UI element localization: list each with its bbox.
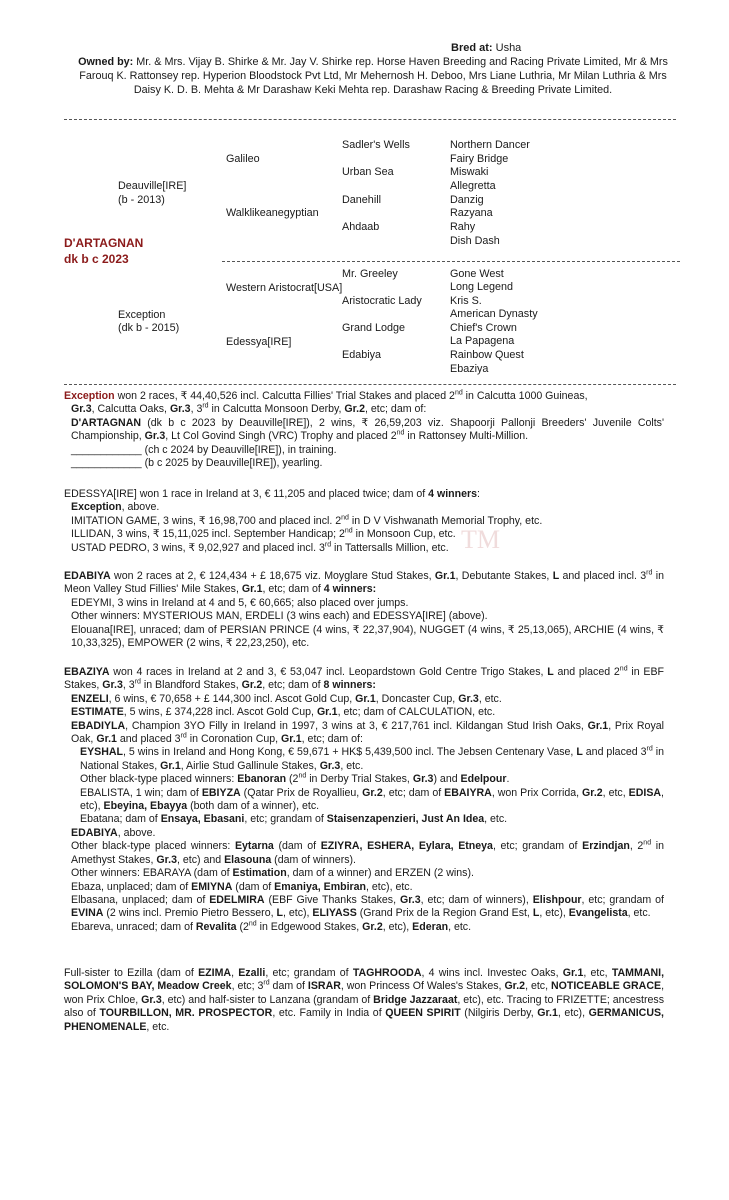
text: in Meon Valley Stud Fillies' Mile Stakes, [64,570,664,596]
sup: nd [619,665,628,673]
dam-dam: Edessya[IRE] [226,336,292,348]
text: EBALISTA, 1 win; dam of [80,786,202,799]
horse-ref: Ensaya, Ebasani [160,813,245,826]
owned-by [68,55,678,97]
text: , etc; 3 [231,980,264,993]
grade: Gr.1 [241,583,263,596]
text: , Airlie Stud Gallinule Stakes, [180,759,320,772]
sup: rd [202,402,209,410]
sup: nd [341,514,349,522]
text: USTAD PEDRO, 3 wins, ₹ 9,02,927 and placed incl. 3 [71,541,325,554]
gen4-10: Long Legend [450,281,514,293]
watermark-text: TM [461,525,500,554]
text: (2 [236,920,249,933]
horse-ref: EZIYRA, ESHERA, Eylara, Etneya [320,840,493,853]
grade: Gr.2 [241,679,263,692]
horse-ref: Ebeyina, Ebayya [103,800,188,813]
gen4-16: Ebaziya [450,363,489,375]
gen3-5: Mr. Greeley [342,268,398,280]
horse-ref: Revalita [195,920,237,933]
horse-ref: Evangelista [568,907,628,920]
para-eyshal [64,746,664,773]
text: EDESSYA[IRE] won 1 race in Ireland at 3, € 11,205 and placed twice; dam of [64,488,429,500]
para-edessya [64,488,664,501]
horse-ref: ELIYASS [312,907,357,920]
text: , etc. [448,920,472,933]
text: , etc; dam of CALCULATION, etc. [337,706,496,719]
text: (EBF Give Thanks Stakes, [264,893,400,906]
gen3-3: Danehill [342,194,382,206]
grade: Gr.1 [537,1007,558,1020]
text: , [231,967,239,979]
sup: rd [180,732,187,740]
grade: Gr.2 [504,980,526,993]
grade: Gr.1 [316,706,338,719]
text: (dam of winners). [271,853,356,866]
horse-ref: EYSHAL [80,746,123,759]
sup: nd [298,772,307,780]
horse-ref: Elasouna [224,853,272,866]
text: , won Princess Of Wales's Stakes, [340,980,505,993]
text: Ebatana; dam of [80,813,161,826]
bred-at [451,42,521,54]
horse-ref: Erzindjan [582,840,630,853]
text: and placed 2 [553,666,620,678]
text: : [372,679,376,692]
text: , etc) and [177,853,225,866]
text: won 2 races at 2, € 124,434 + £ 18,675 viz. Moyglare Stud Stakes, [110,570,435,582]
grade: Gr.1 [96,733,117,746]
gen4-9: Gone West [450,268,504,280]
text: , etc; dam of [262,583,324,596]
horse-ref: Edelpour [460,773,507,786]
sup: nd [396,429,405,437]
text: , won Prix Chloe, [64,980,665,1006]
text: in Amethyst Stakes, [71,840,664,866]
grade: Gr.3 [156,853,177,866]
dam-name: Exception [64,390,115,402]
text: in Coronation Cup, [186,733,282,746]
sup: rd [263,979,270,987]
bred-label: Bred at: [451,42,493,54]
text: (dam of [232,880,275,893]
text: , 4 wins incl. Investec Oaks, [421,967,563,979]
section-exception [64,390,664,470]
text: , etc; dam of [382,786,445,799]
para-dartagnan [64,417,664,444]
grade: Gr.1 [160,759,181,772]
gen3-7: Grand Lodge [342,322,406,334]
gen3-1: Sadler's Wells [342,139,410,151]
dam-sire: Western Aristocrat[USA] [226,282,343,294]
text: : [477,488,480,500]
text: , etc), [80,786,664,813]
horse-ref: Emaniya, Embiran [274,880,367,893]
text: and placed 3 [116,733,181,746]
text: , 5 wins, £ 374,228 incl. Ascot Gold Cup, [123,706,317,719]
grade: L [532,907,540,920]
grade: Gr.3 [141,993,162,1006]
text: , etc; dam of: [365,403,427,416]
horse-desc: dk b c 2023 [64,252,129,266]
text: , Champion 3YO Filly in Ireland in 1997, 3 wins at 3, € 217,761 incl. Kildangan Stud Irish Oaks, [125,719,588,732]
horse-ref: Elishpour [532,893,582,906]
para-ebareva [64,921,664,934]
horse-ref: D'ARTAGNAN [71,416,141,429]
text: (Grand Prix de la Region Grand Est, [356,907,533,920]
para-foal-2025: ____________ (b c 2025 by Deauville[IRE]), yearling. [71,457,323,470]
text: in EBF Stakes, [64,666,664,692]
horse-name: D'ARTAGNAN [64,236,144,250]
horse-ref: EDISA [628,786,662,799]
gen4-7: Rahy [450,221,476,233]
para-illidan [64,528,664,541]
text: and placed incl. 3 [559,570,647,582]
text: (Qatar Prix de Royallieu, [240,786,363,799]
text: , won Prix Corrida, [491,786,583,799]
grade: Gr.3 [71,403,92,416]
grade: Gr.1 [587,719,609,732]
horse-ref: Eytarna [234,840,274,853]
para-ustad [64,542,664,555]
text: , etc, [602,786,629,799]
dam: Exception [118,309,166,321]
text: , etc. [146,1020,170,1033]
text: (both dam of a winner), etc. [187,800,320,813]
text: (dam of [273,840,321,853]
grade: L [552,570,560,582]
owned-value: Mr. & Mrs. Vijay B. Shirke & Mr. Jay V. Shirke rep. Horse Haven Breeding and Racing Private Limited, Mr & Mrs Farouq K. Rattonsey rep. Hyperion Bloodstock Pvt Ltd, Mr Mehernosh H. Deboo, Mrs Liane Luthria, Mr Milan Luthria & Mrs Daisy K. D. B. Mehta & Mr Darashaw Keki Mehta rep. Darashaw Racing & Breeding Private Limited. [79,56,668,97]
horse-ref: EBAZIYA [64,666,110,678]
text: , etc), [282,907,313,920]
horse-ref: Ederan [412,920,449,933]
grade: Gr.2 [582,786,603,799]
para-edabiya [64,570,664,597]
owned-label: Owned by: [78,56,134,68]
sup: rd [646,569,653,577]
sire: Deauville[IRE] [118,180,187,192]
gen4-13: Chief's Crown [450,322,517,334]
grade: Gr.1 [434,570,456,582]
horse-ref: ISRAR [307,980,341,993]
divider [64,384,676,385]
dam-desc: (dk b - 2015) [118,322,180,334]
sup: nd [454,389,463,397]
text: , 3 [122,679,135,692]
text: , 3 [190,403,203,416]
para-ebaza [64,881,664,894]
horse-ref: EMIYNA [191,880,233,893]
para-other-winners-2 [64,867,664,880]
para-estimate [64,706,664,719]
text: , Lt Col Govind Singh (VRC) Trophy and placed 2 [165,430,397,443]
grade: Gr.3 [399,893,421,906]
text: , etc, [525,980,551,993]
horse-ref: ESTIMATE [71,706,124,719]
text: : [372,583,377,596]
para-foal-2024: ____________ (ch c 2024 by Deauville[IRE]), in training. [71,443,337,456]
para-other-blacktype-2 [64,840,664,867]
text: Other winners: EBARAYA (dam of [71,867,233,880]
text: , etc; grandam of [581,893,664,906]
para-ebaziya [64,666,664,693]
grade: Gr.1 [281,733,302,746]
text: , etc; grandam of [492,840,583,853]
sire-dam: Walklikeanegyptian [226,207,319,219]
sup: nd [248,920,257,928]
para-enzeli [64,693,664,706]
text: , etc. [484,813,508,826]
gen4-4: Allegretta [450,180,496,192]
text: , etc) and half-sister to Lanzana (grandam of [161,993,374,1006]
horse-ref: Ezalli [238,967,266,979]
text: , etc), [539,907,569,920]
horse-ref: EVINA [71,907,104,920]
grade: Gr.1 [562,967,584,979]
text: , etc, [583,967,612,979]
para-elouana: Elouana[IRE], unraced; dam of PERSIAN PRINCE (4 wins, ₹ 22,37,904), NUGGET (4 wins, ₹ 25,13,065), ARCHIE (4 wins, ₹ 10,33,325), EMPOWER (2 wins, ₹ 22,23,250), etc. [71,623,664,650]
text: , etc), [557,1007,589,1020]
text: , etc; dam of [262,679,324,692]
text: Elbasana, unplaced; dam of [71,893,210,906]
text: in Monsoon Cup, etc. [352,528,456,541]
text: , etc. [627,907,651,920]
gen4-12: American Dynasty [450,308,538,320]
divider [64,119,676,120]
para-family [64,967,664,1034]
grade: Gr.2 [344,403,366,416]
text: in National Stakes, [80,746,664,772]
horse-ref: Bridge Jazzaraat [373,993,458,1006]
gen4-5: Danzig [450,194,484,206]
para-other-winners: Other winners: MYSTERIOUS MAN, ERDELI (3 wins each) and EDESSYA[IRE] (above). [71,610,488,623]
text: ILLIDAN, 3 wins, ₹ 15,11,025 incl. September Handicap; 2 [71,528,345,541]
sup: nd [344,527,353,535]
gen4-2: Fairy Bridge [450,153,509,165]
text: Ebareva, unraced; dam of [71,920,196,933]
horse-ref: NOTICEABLE GRACE [550,980,662,993]
text: , Doncaster Cup, [375,692,459,705]
grade: L [547,666,554,678]
text: , above. [121,501,160,514]
sup: rd [646,745,653,753]
gen4-15: Rainbow Quest [450,349,524,361]
text: (2 [286,773,299,786]
section-edabiya [64,570,664,650]
horse-ref: QUEEN SPIRIT [385,1007,461,1020]
horse-ref: EBADIYLA [71,719,126,732]
para-edeymi: EDEYMI, 3 wins in Ireland at 4 and 5, € 60,665; also placed over jumps. [71,596,409,609]
sup: rd [134,678,141,686]
grade: Gr.2 [362,920,383,933]
grade: L [576,746,583,759]
text: won 2 races, ₹ 44,40,526 incl. Calcutta Fillies' Trial Stakes and placed 2 [114,390,455,402]
gen3-4: Ahdaab [342,221,380,233]
grade: L [276,907,283,920]
horse-ref: TOURBILLON, MR. PROSPECTOR [99,1007,273,1020]
text: (dk b c 2023 by Deauville[IRE]), 2 wins, ₹ 26,59,203 viz. Shapoorji Pallonji Breeders' Juvenile Colts' Championship, [71,416,664,443]
gen4-11: Kris S. [450,295,482,307]
winners: 4 winners [323,583,373,596]
grade: Gr.3 [319,759,341,772]
text: , 2 [629,840,644,853]
text: ) and [433,773,461,786]
sup: nd [643,839,652,847]
text: , etc. [340,759,364,772]
text: , Debutante Stakes, [455,570,553,582]
text: in Calcutta Monsoon Derby, [208,403,345,416]
para-ebatana [64,813,664,826]
gen3-2: Urban Sea [342,166,394,178]
grade: Gr.3 [102,679,123,692]
winners: 4 winners [428,488,477,500]
text: , etc. [478,692,502,705]
horse-ref: Exception [71,501,122,514]
horse-ref: Staisenzapenzieri, Just An Idea [326,813,485,826]
horse-ref: ENZELI [71,692,109,705]
gen4-14: La Papagena [450,335,515,347]
text: , etc; grandam of [244,813,327,826]
grade: Gr.2 [362,786,383,799]
text: Ebaza, unplaced; dam of [71,880,192,893]
text: IMITATION GAME, 3 wins, ₹ 16,98,700 and placed incl. 2 [71,514,342,527]
text: , above. [117,826,156,839]
para-edabiya-above [64,827,664,840]
horse-ref: EZIMA [198,967,232,979]
para-exception [64,390,664,417]
text: , etc; dam of: [301,733,363,746]
para-ebadiyla [64,720,664,747]
text: in Calcutta 1000 Guineas, [462,390,588,402]
pedigree-divider [222,261,680,262]
gen4-6: Razyana [450,207,493,219]
bred-value: Usha [495,42,522,54]
text: , 6 wins, € 70,658 + £ 144,300 incl. Ascot Gold Cup, [108,692,356,705]
text: (Nilgiris Derby, [460,1007,538,1020]
horse-ref: TAGHROODA [352,967,422,979]
horse-ref: Estimation [232,867,287,880]
text: in Edgewood Stakes, [256,920,363,933]
text: , etc), etc. [366,880,413,893]
horse-ref: EBIYZA [201,786,241,799]
text: (2 wins incl. Premio Pietro Bessero, [103,907,277,920]
text: won 4 races in Ireland at 2 and 3, € 53,047 incl. Leopardstown Gold Centre Trigo Stakes, [109,666,548,678]
para-exception-above [64,501,664,514]
gen3-8: Edabiya [342,349,382,361]
grade: Gr.3 [144,430,166,443]
text: , etc; grandam of [265,967,353,979]
text: , etc. Family in India of [272,1007,386,1020]
text: in D V Vishwanath Memorial Trophy, etc. [348,514,543,527]
text: , etc; dam of winners), [420,893,533,906]
para-other-blacktype: Other black-type placed winners: Ebanoran (2nd in Derby Trial Stakes, Gr.3) and Edelpour. [80,772,510,786]
para-imitation [64,515,664,528]
text: in Tattersalls Million, etc. [331,541,449,554]
text: , 5 wins in Ireland and Hong Kong, € 59,671 + HK$ 5,439,500 incl. The Jebsen Centenary Vase, [122,746,577,759]
grade: Gr.1 [355,692,376,705]
para-ebalista [64,787,664,814]
sup: rd [324,541,332,549]
text: in Blandford Stakes, [140,679,242,692]
gen4-8: Dish Dash [450,235,500,247]
text: in Derby Trial Stakes, [306,773,413,786]
horse-ref: GERMANICUS, PHENOMENALE [64,1007,664,1033]
text: , etc), etc. Tracing to FRIZETTE; ancestress also of [64,993,665,1020]
text: in Rattonsey Multi-Million. [404,430,529,443]
horse-ref: Ebanoran [237,773,287,786]
para-elbasana [64,894,664,921]
text: Other black-type placed winners: [71,840,235,853]
text: Full-sister to Ezilla (dam of [64,967,199,979]
text: , Calcutta Oaks, [91,403,170,416]
text: , dam of a winner) and ERZEN (2 wins). [286,867,474,880]
gen4-1: Northern Dancer [450,139,530,151]
section-family [64,967,664,1034]
grade: Gr.3 [458,692,479,705]
sire-desc: (b - 2013) [118,194,165,206]
sire-sire: Galileo [226,153,260,165]
horse-ref: EDELMIRA [209,893,265,906]
text: , Prix Royal Oak, [71,719,664,746]
text: , etc), [382,920,413,933]
gen3-6: Aristocratic Lady [342,295,422,307]
text: and placed 3 [582,746,647,759]
grade: Gr.3 [412,773,434,786]
section-ebaziya [64,666,664,934]
winners: 8 winners [323,679,373,692]
horse-ref: EDABIYA [71,826,118,839]
horse-ref: TAMMANI, SOLOMON'S BAY, Meadow Creek [64,967,665,993]
horse-ref: EBAIYRA [444,786,492,799]
gen4-3: Miswaki [450,166,489,178]
text: dam of [269,980,308,993]
horse-title [64,235,143,267]
section-edessya [64,488,664,555]
text: Other black-type placed winners: [80,773,238,786]
horse-ref: EDABIYA [64,570,111,582]
grade: Gr.3 [169,403,191,416]
